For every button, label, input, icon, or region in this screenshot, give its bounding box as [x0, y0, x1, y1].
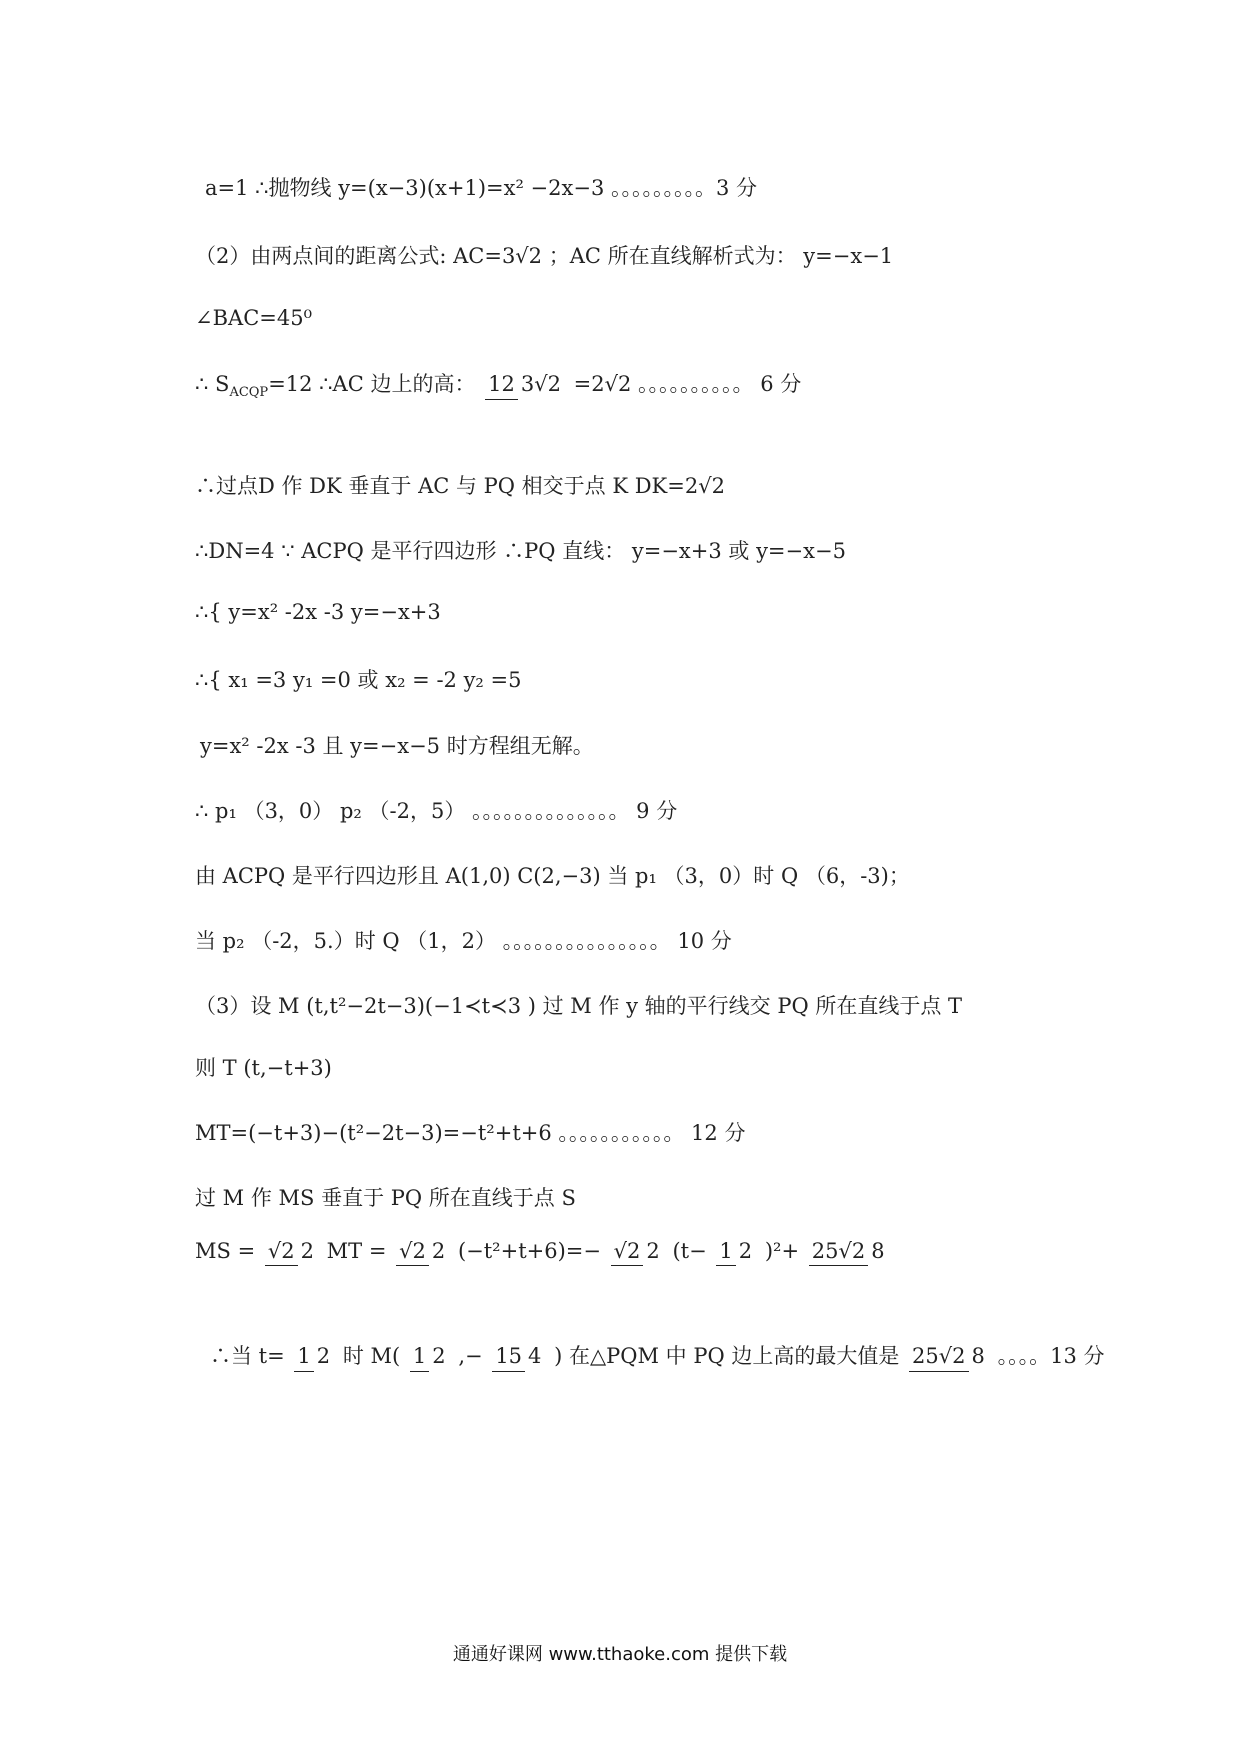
text-line-12: 当 p₂ （-2，5.）时 Q （1，2） 。。。。。。。。。。。。。。。 10 分 [195, 929, 732, 953]
text-line-2: （2）由两点间的距离公式: AC=3√2 ；AC 所在直线解析式为： y=−x−1 [195, 244, 894, 268]
text-line-15: MT=(−t+3)−(t²−2t−3)=−t²+t+6 。。。。。。。。。。。 12 分 [195, 1121, 746, 1145]
text-line-16: 过 M 作 MS 垂直于 PQ 所在直线于点 S [195, 1186, 576, 1210]
text-line-1: a=1 ∴抛物线 y=(x−3)(x+1)=x² −2x−3 。。。。。。。。。3 分 [205, 176, 758, 200]
fraction: √2 2 [396, 1238, 448, 1266]
text-line-10: ∴ p₁ （3，0） p₂ （-2，5） 。。。。。。。。。。。。。。 9 分 [195, 799, 678, 823]
text-line-17: MS = √2 2 MT = √2 2 (−t²+t+6)=− √2 2 (t− 1 2 )²+ 25√2 8 [195, 1238, 891, 1266]
text-line-8: ∴{ x₁ =3 y₁ =0 或 x₂ = -2 y₂ =5 [195, 668, 522, 692]
text-line-4: ∴ $S_{ACQP}=12$ ∴AC 边上的高： 12 3√2 =2√2 。。。。。。。。。。 6 分 [195, 372, 802, 401]
text-line-6: ∴DN=4 ∵ ACPQ 是平行四边形 ∴PQ 直线： y=−x+3 或 y=−x−5 [195, 539, 846, 563]
fraction: 12 3√2 [485, 371, 564, 399]
fraction: 1 2 [410, 1343, 449, 1371]
text-line-5: ∴过点D 作 DK 垂直于 AC 与 PQ 相交于点 K DK=2√2 [195, 474, 725, 498]
text-line-7: ∴{ y=x² -2x -3 y=−x+3 [195, 600, 441, 624]
fraction: √2 2 [265, 1238, 317, 1266]
fraction: 15 4 [492, 1343, 544, 1371]
page-footer: 通通好课网 www.tthaoke.com 提供下载 [452, 1644, 788, 1665]
text-line-13: （3）设 M (t,t²−2t−3)(−1≺t≺3 ) 过 M 作 y 轴的平行线交 PQ 所在直线于点 T [195, 994, 963, 1018]
text-line-9: y=x² -2x -3 且 y=−x−5 时方程组无解。 [200, 734, 594, 758]
text-line-18: ∴当 t= 1 2 时 M( 1 2 ,− 15 4 ) 在△PQM 中 PQ 边上高的最大值是 25√2 8 。。。。13 分 [210, 1340, 1104, 1372]
fraction: 25√2 8 [809, 1238, 888, 1266]
text-line-11: 由 ACPQ 是平行四边形且 A(1,0) C(2,−3) 当 p₁ （3，0）时 Q （6，-3)； [195, 864, 910, 888]
fraction: 25√2 8 [909, 1343, 988, 1371]
fraction: 1 2 [716, 1238, 755, 1266]
fraction: 1 2 [294, 1343, 333, 1371]
fraction: √2 2 [611, 1238, 663, 1266]
text-line-14: 则 T (t,−t+3) [195, 1056, 332, 1080]
text-line-3: ∠BAC=45⁰ [195, 306, 312, 330]
